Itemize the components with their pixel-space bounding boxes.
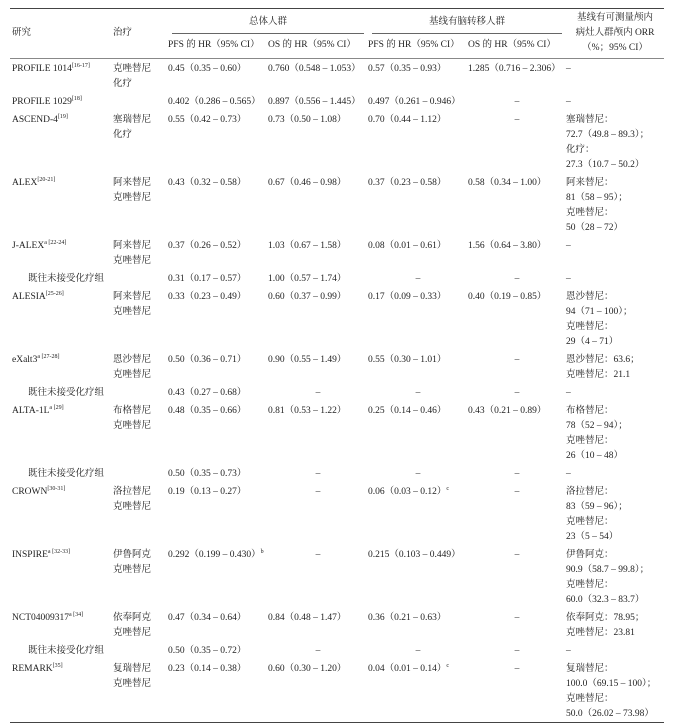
study-cell (10, 641, 113, 659)
orr-line: 27.3（10.7 – 50.2） (566, 160, 645, 170)
overall-pfs-hr-cell (168, 383, 268, 401)
study-name: NCT04009317 (12, 613, 69, 623)
overall-os-hr-cell (268, 545, 368, 608)
overall-pfs-hr-cell (168, 269, 268, 287)
study-cell (10, 545, 113, 608)
orr-line: 克唑替尼： (566, 580, 614, 590)
brain-pfs-hr: – (415, 646, 421, 656)
overall-pfs-hr: 0.292（0.199 – 0.430） (168, 550, 261, 560)
treatment-cell (113, 92, 168, 110)
study-name: eXalt3 (12, 355, 38, 365)
table-row (10, 545, 664, 608)
orr-line: 布格替尼： (566, 406, 614, 416)
brain-pfs-hr: 0.36（0.21 – 0.63） (368, 613, 447, 623)
intracranial-orr-cell (566, 608, 664, 641)
table-row (10, 92, 664, 110)
overall-pfs-hr: 0.19（0.13 – 0.27） (168, 487, 247, 497)
treatment-line: 克唑替尼 (113, 679, 152, 689)
overall-pfs-hr-cell (168, 92, 268, 110)
overall-pfs-hr: 0.50（0.35 – 0.72） (168, 646, 247, 656)
brain-pfs-hr-cell (368, 92, 468, 110)
brain-os-hr: 0.58（0.34 – 1.00） (468, 178, 547, 188)
brain-pfs-hr: – (415, 469, 421, 479)
brain-os-hr: – (514, 613, 520, 623)
brain-os-hr: – (514, 355, 520, 365)
table-row (10, 110, 664, 173)
orr-line: 90.9（58.7 – 99.8）； (566, 565, 650, 575)
study-name: PROFILE 1014 (12, 64, 72, 74)
orr-line: – (566, 646, 571, 656)
overall-os-hr-cell (268, 659, 368, 723)
overall-os-hr: 1.00（0.57 – 1.74） (268, 274, 347, 284)
col-group-overall-label: 总体人群 (172, 9, 364, 34)
study-reference: a [27-28] (37, 353, 60, 360)
orr-header-line: 病灶人群颅内 ORR (575, 28, 655, 38)
study-cell (10, 608, 113, 641)
treatment-line: 塞瑞替尼 (113, 115, 152, 125)
study-reference: [20-21] (37, 176, 56, 183)
study-name: J-ALEX (12, 241, 45, 251)
table-row (10, 401, 664, 464)
orr-line: 复瑞替尼： (566, 664, 614, 674)
study-reference: [30-31] (47, 485, 66, 492)
overall-pfs-hr: 0.31（0.17 – 0.57） (168, 274, 247, 284)
brain-pfs-hr: 0.70（0.44 – 1.12） (368, 115, 447, 125)
overall-os-hr: 0.897（0.556 – 1.445） (268, 97, 361, 107)
intracranial-orr-cell (566, 350, 664, 383)
brain-pfs-hr-cell (368, 110, 468, 173)
overall-pfs-hr: 0.45（0.35 – 0.60） (168, 64, 247, 74)
brain-pfs-hr: 0.215（0.103 – 0.449） (368, 550, 461, 560)
study-cell (10, 482, 113, 545)
brain-os-hr-cell (468, 236, 566, 269)
brain-pfs-hr-cell (368, 482, 468, 545)
brain-os-hr: – (514, 646, 520, 656)
orr-line: 50（28 – 72） (566, 223, 624, 233)
table-row (10, 350, 664, 383)
orr-header-line: （%；95% CI） (582, 43, 648, 53)
brain-os-hr: 0.40（0.19 – 0.85） (468, 292, 547, 302)
orr-line: 克唑替尼： (566, 694, 614, 704)
overall-pfs-hr-cell (168, 641, 268, 659)
brain-os-hr: 1.56（0.64 – 3.80） (468, 241, 547, 251)
study-cell (10, 92, 113, 110)
study-name: ALEX (12, 178, 38, 188)
brain-os-hr-cell (468, 641, 566, 659)
intracranial-orr-cell (566, 659, 664, 723)
overall-os-hr: 0.67（0.46 – 0.98） (268, 178, 347, 188)
treatment-cell (113, 401, 168, 464)
brain-pfs-hr: 0.37（0.23 – 0.58） (368, 178, 447, 188)
brain-os-hr: – (514, 97, 520, 107)
brain-os-hr-cell (468, 59, 566, 93)
study-cell (10, 287, 113, 350)
table-row (10, 659, 664, 723)
treatment-line: 克唑替尼 (113, 421, 152, 431)
study-cell (10, 659, 113, 723)
table-row (10, 482, 664, 545)
brain-pfs-hr: 0.57（0.35 – 0.93） (368, 64, 447, 74)
intracranial-orr-cell (566, 92, 664, 110)
brain-pfs-hr: 0.04（0.01 – 0.14） (368, 664, 447, 674)
study-name: 既往未接受化疗组 (28, 388, 105, 398)
overall-pfs-hr: 0.47（0.34 – 0.64） (168, 613, 247, 623)
intracranial-orr-cell (566, 287, 664, 350)
orr-header-line: 基线有可测量颅内 (577, 13, 654, 23)
treatment-line: 克唑替尼 (113, 193, 152, 203)
study-cell (10, 173, 113, 236)
alk-trials-table (10, 8, 664, 723)
treatment-line: 恩沙替尼 (113, 355, 152, 365)
subgroup-row (10, 464, 664, 482)
brain-os-hr: – (514, 487, 520, 497)
overall-os-hr: – (315, 487, 321, 497)
treatment-line: 复瑞替尼 (113, 664, 152, 674)
brain-os-hr: 0.43（0.21 – 0.89） (468, 406, 547, 416)
brain-pfs-hr: 0.17（0.09 – 0.33） (368, 292, 447, 302)
brain-os-hr-cell (468, 401, 566, 464)
overall-os-hr-cell (268, 482, 368, 545)
overall-pfs-hr-cell (168, 59, 268, 93)
brain-os-hr-cell (468, 269, 566, 287)
treatment-line: 洛拉替尼 (113, 487, 152, 497)
brain-os-hr-cell (468, 383, 566, 401)
orr-line: – (566, 469, 571, 479)
orr-line: 克唑替尼： (566, 436, 614, 446)
intracranial-orr-cell (566, 401, 664, 464)
study-reference: a [29] (49, 404, 64, 411)
orr-line: 依奉阿克：78.95； (566, 613, 645, 623)
overall-os-hr: – (315, 469, 321, 479)
orr-line: 恩沙替尼：63.6； (566, 355, 640, 365)
footnote-mark: c (446, 485, 450, 492)
overall-pfs-hr-cell (168, 173, 268, 236)
table-row (10, 59, 664, 93)
brain-pfs-hr: – (415, 388, 421, 398)
treatment-line: 克唑替尼 (113, 565, 152, 575)
orr-line: 29（4 – 71） (566, 337, 619, 347)
orr-line: 阿来替尼： (566, 178, 614, 188)
study-name: 既往未接受化疗组 (28, 274, 105, 284)
treatment-cell (113, 464, 168, 482)
overall-pfs-hr-cell (168, 350, 268, 383)
col-header-orr (566, 9, 664, 59)
table-row (10, 236, 664, 269)
study-reference: [18] (71, 95, 82, 102)
study-reference: [16-17] (71, 62, 90, 69)
overall-os-hr: 0.60（0.37 – 0.99） (268, 292, 347, 302)
brain-pfs-hr-cell (368, 608, 468, 641)
overall-os-hr-cell (268, 464, 368, 482)
study-cell (10, 236, 113, 269)
treatment-line: 克唑替尼 (113, 628, 152, 638)
treatment-cell (113, 173, 168, 236)
col-header-study: 研究 (10, 9, 113, 59)
col-header-brain-pfs-hr: PFS 的 HR（95% CI） (368, 34, 468, 59)
overall-os-hr: – (315, 550, 321, 560)
intracranial-orr-cell (566, 464, 664, 482)
intracranial-orr-cell (566, 236, 664, 269)
orr-line: 23（5 – 54） (566, 532, 619, 542)
overall-os-hr-cell (268, 350, 368, 383)
intracranial-orr-cell (566, 641, 664, 659)
study-reference: [35] (52, 662, 63, 669)
overall-os-hr-cell (268, 269, 368, 287)
orr-line: – (566, 64, 571, 74)
overall-os-hr: – (315, 646, 321, 656)
brain-os-hr-cell (468, 608, 566, 641)
study-reference: a [32-33] (47, 548, 71, 555)
study-cell (10, 110, 113, 173)
treatment-cell (113, 383, 168, 401)
overall-pfs-hr: 0.50（0.35 – 0.73） (168, 469, 247, 479)
brain-os-hr-cell (468, 287, 566, 350)
brain-pfs-hr: 0.25（0.14 – 0.46） (368, 406, 447, 416)
footnote-mark: b (260, 548, 264, 555)
intracranial-orr-cell (566, 59, 664, 93)
overall-pfs-hr-cell (168, 110, 268, 173)
orr-line: 78（52 – 94）； (566, 421, 628, 431)
intracranial-orr-cell (566, 383, 664, 401)
overall-pfs-hr-cell (168, 401, 268, 464)
treatment-cell (113, 482, 168, 545)
study-name: ALTA-1L (12, 406, 50, 416)
brain-os-hr: – (514, 388, 520, 398)
study-name: REMARK (12, 664, 53, 674)
treatment-cell (113, 110, 168, 173)
study-name: PROFILE 1029 (12, 97, 72, 107)
footnote-mark: c (446, 662, 450, 669)
orr-line: 50.0（26.02 – 73.98） (566, 709, 654, 719)
orr-line: 100.0（69.15 – 100）； (566, 679, 657, 689)
treatment-line: 化疗 (113, 79, 133, 89)
brain-pfs-hr-cell (368, 464, 468, 482)
overall-pfs-hr: 0.37（0.26 – 0.52） (168, 241, 247, 251)
study-cell (10, 269, 113, 287)
brain-pfs-hr-cell (368, 236, 468, 269)
overall-pfs-hr: 0.50（0.36 – 0.71） (168, 355, 247, 365)
subgroup-row (10, 641, 664, 659)
study-reference: a [22-24] (44, 239, 67, 246)
brain-pfs-hr-cell (368, 545, 468, 608)
overall-pfs-hr-cell (168, 545, 268, 608)
brain-pfs-hr-cell (368, 59, 468, 93)
brain-os-hr: – (514, 115, 520, 125)
orr-line: 恩沙替尼： (566, 292, 614, 302)
treatment-line: 阿来替尼 (113, 178, 152, 188)
treatment-cell (113, 287, 168, 350)
study-name: CROWN (12, 487, 48, 497)
intracranial-orr-cell (566, 173, 664, 236)
orr-line: – (566, 274, 571, 284)
brain-os-hr-cell (468, 350, 566, 383)
brain-os-hr-cell (468, 545, 566, 608)
treatment-line: 克唑替尼 (113, 502, 152, 512)
overall-os-hr: 0.760（0.548 – 1.053） (268, 64, 361, 74)
study-cell (10, 383, 113, 401)
brain-pfs-hr-cell (368, 401, 468, 464)
overall-os-hr: 0.84（0.48 – 1.47） (268, 613, 347, 623)
col-header-os-hr: OS 的 HR（95% CI） (268, 34, 368, 59)
brain-os-hr-cell (468, 659, 566, 723)
overall-os-hr-cell (268, 383, 368, 401)
overall-os-hr: 0.73（0.50 – 1.08） (268, 115, 347, 125)
study-name: ALESIA (12, 292, 46, 302)
col-group-overall (168, 9, 368, 35)
brain-pfs-hr-cell (368, 173, 468, 236)
study-reference: [19] (57, 113, 68, 120)
col-group-brain (368, 9, 566, 35)
brain-os-hr: 1.285（0.716 – 2.306） (468, 64, 561, 74)
overall-os-hr-cell (268, 401, 368, 464)
brain-os-hr: – (514, 469, 520, 479)
brain-os-hr-cell (468, 464, 566, 482)
orr-line: 94（71 – 100）； (566, 307, 633, 317)
overall-os-hr: – (315, 388, 321, 398)
orr-line: 克唑替尼： (566, 322, 614, 332)
brain-os-hr-cell (468, 482, 566, 545)
orr-line: 60.0（32.3 – 83.7） (566, 595, 645, 605)
treatment-cell (113, 659, 168, 723)
brain-pfs-hr-cell (368, 659, 468, 723)
brain-pfs-hr-cell (368, 350, 468, 383)
orr-line: 克唑替尼： (566, 517, 614, 527)
orr-line: 26（10 – 48） (566, 451, 624, 461)
overall-os-hr: 0.81（0.53 – 1.22） (268, 406, 347, 416)
brain-pfs-hr: 0.55（0.30 – 1.01） (368, 355, 447, 365)
overall-pfs-hr: 0.43（0.27 – 0.68） (168, 388, 247, 398)
overall-os-hr-cell (268, 110, 368, 173)
treatment-line: 依奉阿克 (113, 613, 152, 623)
subgroup-row (10, 269, 664, 287)
treatment-cell (113, 236, 168, 269)
orr-line: 化疗： (566, 145, 595, 155)
study-name: 既往未接受化疗组 (28, 469, 105, 479)
treatment-cell (113, 608, 168, 641)
overall-pfs-hr-cell (168, 287, 268, 350)
overall-pfs-hr-cell (168, 236, 268, 269)
treatment-line: 克唑替尼 (113, 64, 152, 74)
treatment-cell (113, 59, 168, 93)
overall-os-hr: 1.03（0.67 – 1.58） (268, 241, 347, 251)
intracranial-orr-cell (566, 110, 664, 173)
orr-line: 伊鲁阿克： (566, 550, 614, 560)
overall-os-hr-cell (268, 608, 368, 641)
overall-pfs-hr: 0.33（0.23 – 0.49） (168, 292, 247, 302)
overall-os-hr-cell (268, 641, 368, 659)
table-row (10, 287, 664, 350)
treatment-line: 阿来替尼 (113, 241, 152, 251)
brain-os-hr: – (514, 274, 520, 284)
study-cell (10, 464, 113, 482)
brain-pfs-hr: 0.08（0.01 – 0.61） (368, 241, 447, 251)
orr-line: 克唑替尼：21.1 (566, 370, 631, 380)
orr-line: 81（58 – 95）； (566, 193, 628, 203)
overall-pfs-hr-cell (168, 659, 268, 723)
brain-pfs-hr-cell (368, 287, 468, 350)
treatment-line: 克唑替尼 (113, 370, 152, 380)
overall-pfs-hr: 0.43（0.32 – 0.58） (168, 178, 247, 188)
subgroup-row (10, 383, 664, 401)
study-cell (10, 59, 113, 93)
overall-os-hr-cell (268, 173, 368, 236)
overall-os-hr-cell (268, 287, 368, 350)
overall-pfs-hr: 0.55（0.42 – 0.73） (168, 115, 247, 125)
treatment-cell (113, 269, 168, 287)
intracranial-orr-cell (566, 482, 664, 545)
brain-pfs-hr: 0.497（0.261 – 0.946） (368, 97, 461, 107)
orr-line: – (566, 97, 571, 107)
orr-line: – (566, 241, 571, 251)
treatment-line: 布格替尼 (113, 406, 152, 416)
orr-line: – (566, 388, 571, 398)
treatment-line: 阿来替尼 (113, 292, 152, 302)
overall-os-hr-cell (268, 236, 368, 269)
brain-os-hr-cell (468, 110, 566, 173)
treatment-cell (113, 641, 168, 659)
orr-line: 72.7（49.8 – 89.3）； (566, 130, 650, 140)
brain-os-hr-cell (468, 92, 566, 110)
overall-os-hr: 0.60（0.30 – 1.20） (268, 664, 347, 674)
orr-line: 塞瑞替尼： (566, 115, 614, 125)
overall-pfs-hr-cell (168, 608, 268, 641)
overall-pfs-hr-cell (168, 464, 268, 482)
orr-line: 83（59 – 96）； (566, 502, 628, 512)
treatment-line: 克唑替尼 (113, 256, 152, 266)
overall-pfs-hr: 0.48（0.35 – 0.66） (168, 406, 247, 416)
col-header-pfs-hr: PFS 的 HR（95% CI） (168, 34, 268, 59)
study-reference: a [34] (69, 611, 84, 618)
treatment-line: 化疗 (113, 130, 133, 140)
orr-line: 克唑替尼： (566, 208, 614, 218)
study-name: 既往未接受化疗组 (28, 646, 105, 656)
table-row (10, 608, 664, 641)
treatment-line: 克唑替尼 (113, 307, 152, 317)
overall-os-hr-cell (268, 59, 368, 93)
brain-os-hr: – (514, 550, 520, 560)
study-cell (10, 401, 113, 464)
overall-pfs-hr: 0.402（0.286 – 0.565） (168, 97, 261, 107)
overall-os-hr: 0.90（0.55 – 1.49） (268, 355, 347, 365)
study-name: INSPIRE (12, 550, 48, 560)
intracranial-orr-cell (566, 269, 664, 287)
brain-os-hr: – (514, 664, 520, 674)
study-reference: [25-26] (45, 290, 64, 297)
overall-pfs-hr: 0.23（0.14 – 0.38） (168, 664, 247, 674)
overall-pfs-hr-cell (168, 482, 268, 545)
col-header-brain-os-hr: OS 的 HR（95% CI） (468, 34, 566, 59)
brain-pfs-hr-cell (368, 269, 468, 287)
table-row (10, 173, 664, 236)
intracranial-orr-cell (566, 545, 664, 608)
treatment-line: 伊鲁阿克 (113, 550, 152, 560)
orr-line: 克唑替尼：23.81 (566, 628, 635, 638)
col-group-brain-label: 基线有脑转移人群 (372, 9, 562, 34)
study-name: ASCEND-4 (12, 115, 58, 125)
brain-pfs-hr-cell (368, 641, 468, 659)
brain-pfs-hr: 0.06（0.03 – 0.12） (368, 487, 447, 497)
brain-pfs-hr: – (415, 274, 421, 284)
overall-os-hr-cell (268, 92, 368, 110)
treatment-cell (113, 350, 168, 383)
orr-line: 洛拉替尼： (566, 487, 614, 497)
brain-pfs-hr-cell (368, 383, 468, 401)
treatment-cell (113, 545, 168, 608)
study-cell (10, 350, 113, 383)
brain-os-hr-cell (468, 173, 566, 236)
col-header-treatment: 治疗 (113, 9, 168, 59)
